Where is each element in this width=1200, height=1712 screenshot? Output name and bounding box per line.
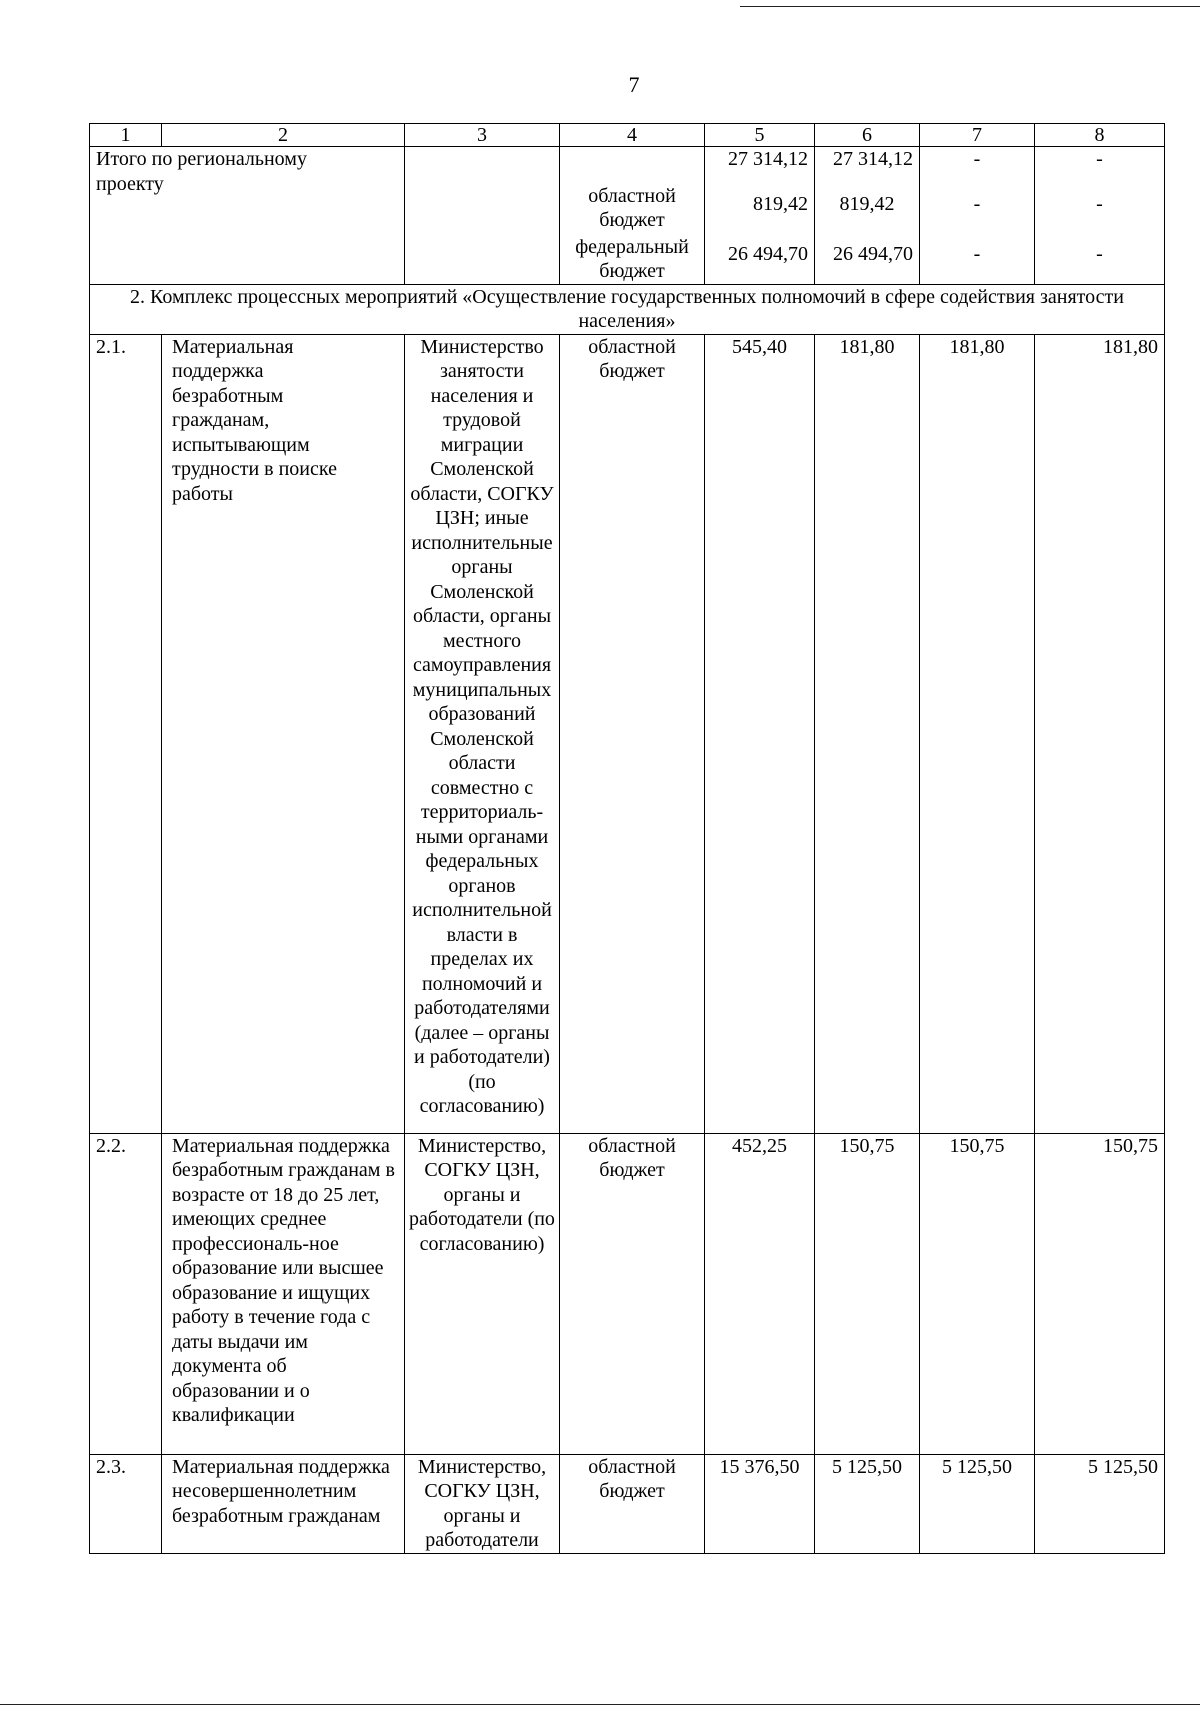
column-number: 4 [560, 124, 705, 147]
column-number: 1 [90, 124, 162, 147]
column-number: 3 [405, 124, 560, 147]
total-col7: - - - [920, 147, 1035, 285]
column-number: 7 [920, 124, 1035, 147]
total-label: Итого по региональному проекту [90, 147, 405, 285]
row-budget: областной бюджет [560, 1454, 705, 1553]
row-executor: Министерство занятости населения и трудовой миграции Смоленской области, СОГКУ ЦЗН; иные исполнительные органы Смоленской области, органы местного самоуправления муниципальных образований Смоленской области совместно с территориаль-ными органами федеральных органов исполнительной власти в пределах их полномочий и работодателями (далее – органы и работодатели) (по согласованию) [405, 334, 560, 1133]
row-budget: областной бюджет [560, 1133, 705, 1454]
row-number: 2.3. [90, 1454, 162, 1553]
row-executor: Министерство, СОГКУ ЦЗН, органы и работодатели [405, 1454, 560, 1553]
section-title: 2. Комплекс процессных мероприятий «Осуществление государственных полномочий в сфере содействия занятости населения» [90, 284, 1165, 334]
total-col5: 27 314,12 819,42 26 494,70 [705, 147, 815, 285]
total-col6: 27 314,12 819,42 26 494,70 [815, 147, 920, 285]
row-col5: 15 376,50 [705, 1454, 815, 1553]
row-col8: 5 125,50 [1035, 1454, 1165, 1553]
row-col8: 150,75 [1035, 1133, 1165, 1454]
column-number: 8 [1035, 124, 1165, 147]
column-numbers-row [90, 124, 1165, 147]
row-budget: областной бюджет [560, 334, 705, 1133]
row-col6: 150,75 [815, 1133, 920, 1454]
row-name: Материальная поддержка несовершеннолетним безработным гражданам [162, 1454, 405, 1553]
scan-border-top [740, 6, 1200, 7]
scan-border-bottom [0, 1704, 1200, 1705]
column-number: 6 [815, 124, 920, 147]
row-col7: 150,75 [920, 1133, 1035, 1454]
column-number: 2 [162, 124, 405, 147]
row-col6: 181,80 [815, 334, 920, 1133]
total-executor-cell [405, 147, 560, 285]
section-row [90, 284, 1165, 334]
column-number: 5 [705, 124, 815, 147]
row-number: 2.1. [90, 334, 162, 1133]
row-name: Материальная поддержка безработным гражданам в возрасте от 18 до 25 лет, имеющих среднее профессиональ-ное образование или высшее образование и ищущих работу в течение года с даты выдачи им документа об образовании и о квалификации [162, 1133, 405, 1454]
row-name: Материальная поддержка безработным гражданам, испытывающим трудности в поиске работы [162, 334, 405, 1133]
total-col8: - - - [1035, 147, 1165, 285]
budget-table [89, 123, 1165, 1554]
table-row [90, 1133, 1165, 1454]
row-executor: Министерство, СОГКУ ЦЗН, органы и работодатели (по согласованию) [405, 1133, 560, 1454]
regional-budget-label: областной бюджет [588, 184, 676, 231]
row-col5: 452,25 [705, 1133, 815, 1454]
table-row [90, 1454, 1165, 1553]
total-budget-cell [560, 147, 705, 285]
page-number: 7 [628, 72, 640, 97]
row-col7: 5 125,50 [920, 1454, 1035, 1553]
row-col6: 5 125,50 [815, 1454, 920, 1553]
row-col7: 181,80 [920, 334, 1035, 1133]
federal-budget-label: федеральный бюджет [575, 235, 689, 282]
row-col5: 545,40 [705, 334, 815, 1133]
row-number: 2.2. [90, 1133, 162, 1454]
table-row [90, 334, 1165, 1133]
total-row [90, 147, 1165, 285]
row-col8: 181,80 [1035, 334, 1165, 1133]
